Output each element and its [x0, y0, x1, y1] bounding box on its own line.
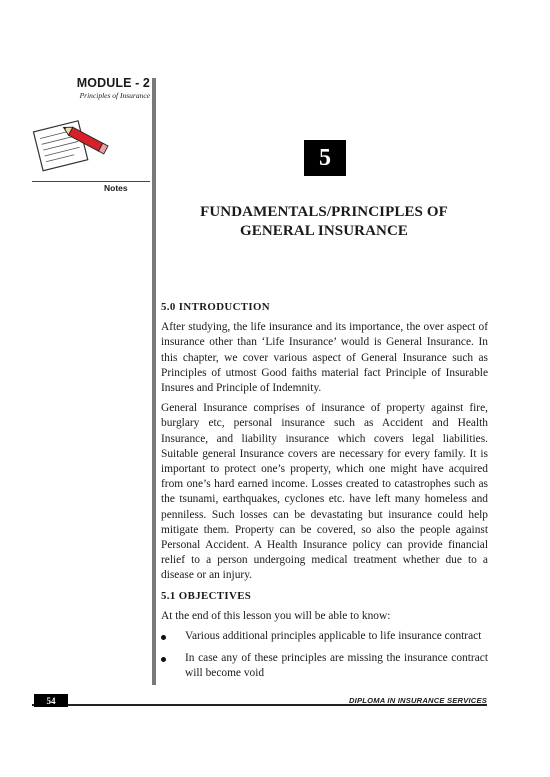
- intro-paragraph-2: General Insurance comprises of insurance of property against fire, burglary etc, personal insurance such as Accident and Health Insurance, and liability insurance which covers legal liabilities. Suitable general Insurance covers are necessary for every family. It is important to protect one’s property, which one might have acquired from one’s hard earned income. Losses created to catastrophes such as the tsunami, earthquakes, cyclones etc. have left many homeless and penniless. Such losses can be devastating but insurance could help mitigate them. Property can be covered, so also the people against Personal Accident. A Health Insurance policy can provide financial relief to a person undergoing medical treatment whether due to a disease or an injury.: [161, 402, 488, 582]
- module-subtitle: Principles of Insurance: [79, 91, 150, 100]
- intro-heading: 5.0 INTRODUCTION: [161, 301, 270, 313]
- footer-title: DIPLOMA IN INSURANCE SERVICES: [348, 696, 487, 705]
- notes-rule: [32, 181, 150, 182]
- bullet-icon: [161, 635, 166, 640]
- chapter-title-line1: FUNDAMENTALS/PRINCIPLES OF: [200, 204, 448, 220]
- module-header: [62, 76, 150, 100]
- intro-paragraph-1: After studying, the life insurance and its importance, the over aspect of insurance other than ‘Life Insurance’ would is General Insurance. In this chapter, we cover various aspect of General Insurance such as Principles of utmost Good faiths material fact Principle of Insurable Insures and Principle of Indemnity.: [161, 321, 488, 395]
- list-item: [161, 651, 488, 681]
- chapter-title: [163, 203, 485, 241]
- list-item: [161, 629, 488, 644]
- page-number: 54: [34, 694, 68, 707]
- notepad-pencil-icon: [24, 113, 114, 175]
- objectives-heading: 5.1 OBJECTIVES: [161, 589, 252, 602]
- objective-text: In case any of these principles are missing the insurance contract will become void: [185, 652, 488, 680]
- lesson-content: [161, 300, 488, 689]
- notes-label: Notes: [104, 183, 128, 193]
- objectives-list: [161, 629, 488, 682]
- chapter-number: 5: [304, 140, 346, 176]
- chapter-title-line2: GENERAL INSURANCE: [240, 223, 408, 239]
- objectives-intro: At the end of this lesson you will be able to know:: [161, 609, 391, 622]
- objective-text: Various additional principles applicable to life insurance contract: [185, 630, 482, 643]
- margin-divider: [152, 78, 156, 685]
- module-title: MODULE - 2: [76, 76, 150, 90]
- bullet-icon: [161, 657, 166, 662]
